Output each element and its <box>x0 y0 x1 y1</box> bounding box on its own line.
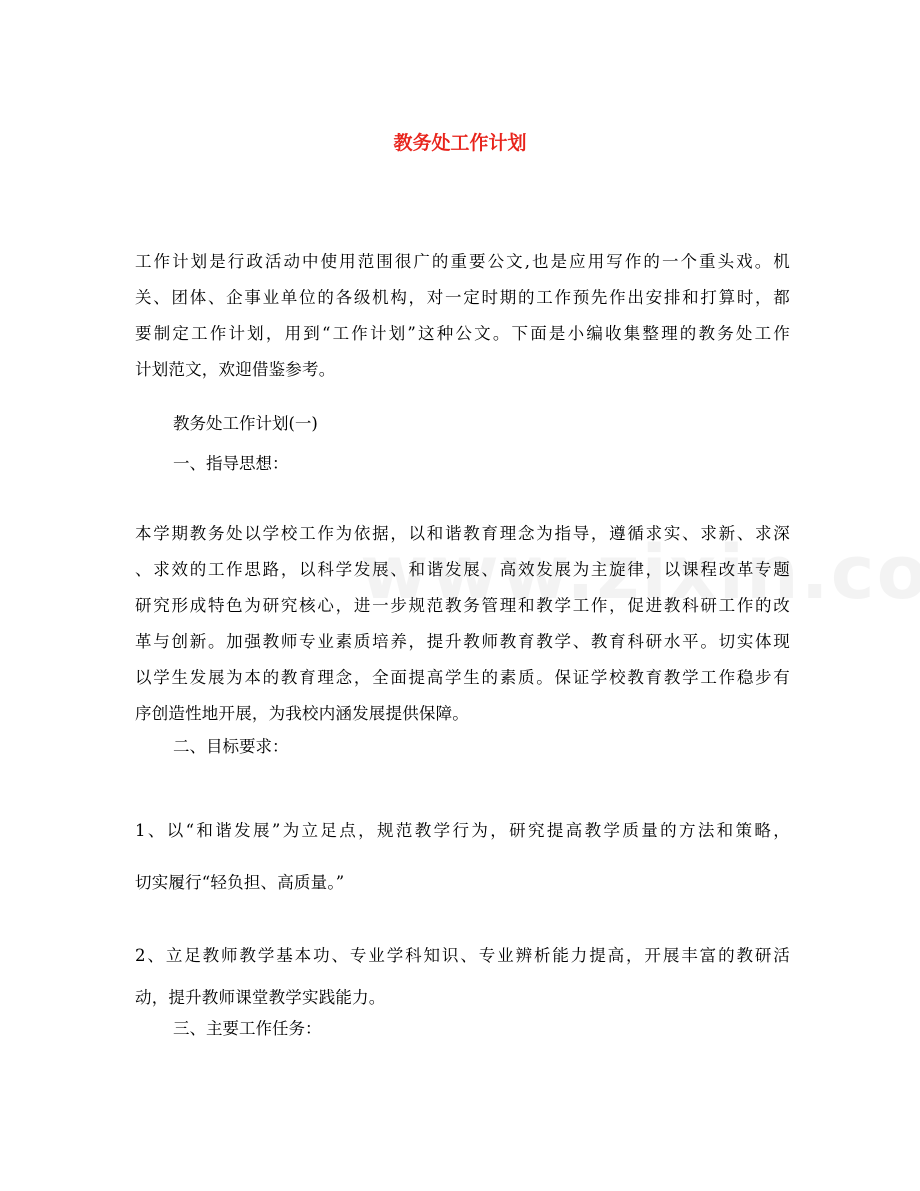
plan-heading: 教务处工作计划(一) <box>173 414 318 433</box>
paragraph-line: 革与创新。加强教师专业素质培养，提升教师教育教学、教育科研水平。切实体现 <box>135 632 790 651</box>
section-heading-2: 二、目标要求： <box>173 737 289 756</box>
section-heading-1: 一、指导思想： <box>173 454 289 473</box>
paragraph-line: 序创造性地开展，为我校内涵发展提供保障。 <box>135 704 469 723</box>
paragraph-line: 关、团体、企事业单位的各级机构，对一定时期的工作预先作出安排和打算时，都 <box>135 288 790 307</box>
paragraph-line: 1、以“和谐发展”为立足点，规范教学行为，研究提高教学质量的方法和策略， <box>135 821 790 840</box>
paragraph-line: 计划范文，欢迎借鉴参考。 <box>135 360 336 379</box>
paragraph-line: 工作计划是行政活动中使用范围很广的重要公文,也是应用写作的一个重头戏。机 <box>135 252 790 271</box>
paragraph-line: 、求效的工作思路，以科学发展、和谐发展、高效发展为主旋律，以课程改革专题 <box>135 560 790 579</box>
section-heading-3: 三、主要工作任务： <box>173 1019 322 1038</box>
item-2-paragraph <box>135 935 790 1019</box>
document-title: 教务处工作计划 <box>393 132 527 154</box>
paragraph-line: 要制定工作计划，用到“工作计划”这种公文。下面是小编收集整理的教务处工作 <box>135 324 790 343</box>
paragraph-line: 研究形成特色为研究核心，进一步规范教务管理和教学工作，促进教科研工作的改 <box>135 596 790 615</box>
section1-paragraph <box>135 516 790 732</box>
paragraph-line: 动，提升教师课堂教学实践能力。 <box>135 988 386 1007</box>
paragraph-line: 2、立足教师教学基本功、专业学科知识、专业辨析能力提高，开展丰富的教研活 <box>135 946 790 965</box>
item-1-paragraph <box>135 805 790 909</box>
intro-paragraph <box>135 244 790 388</box>
paragraph-line: 以学生发展为本的教育理念，全面提高学生的素质。保证学校教育教学工作稳步有 <box>135 668 790 687</box>
paragraph-line: 切实履行“轻负担、高质量。” <box>135 873 345 892</box>
paragraph-line: 本学期教务处以学校工作为依据，以和谐教育理念为指导，遵循求实、求新、求深 <box>135 524 790 543</box>
